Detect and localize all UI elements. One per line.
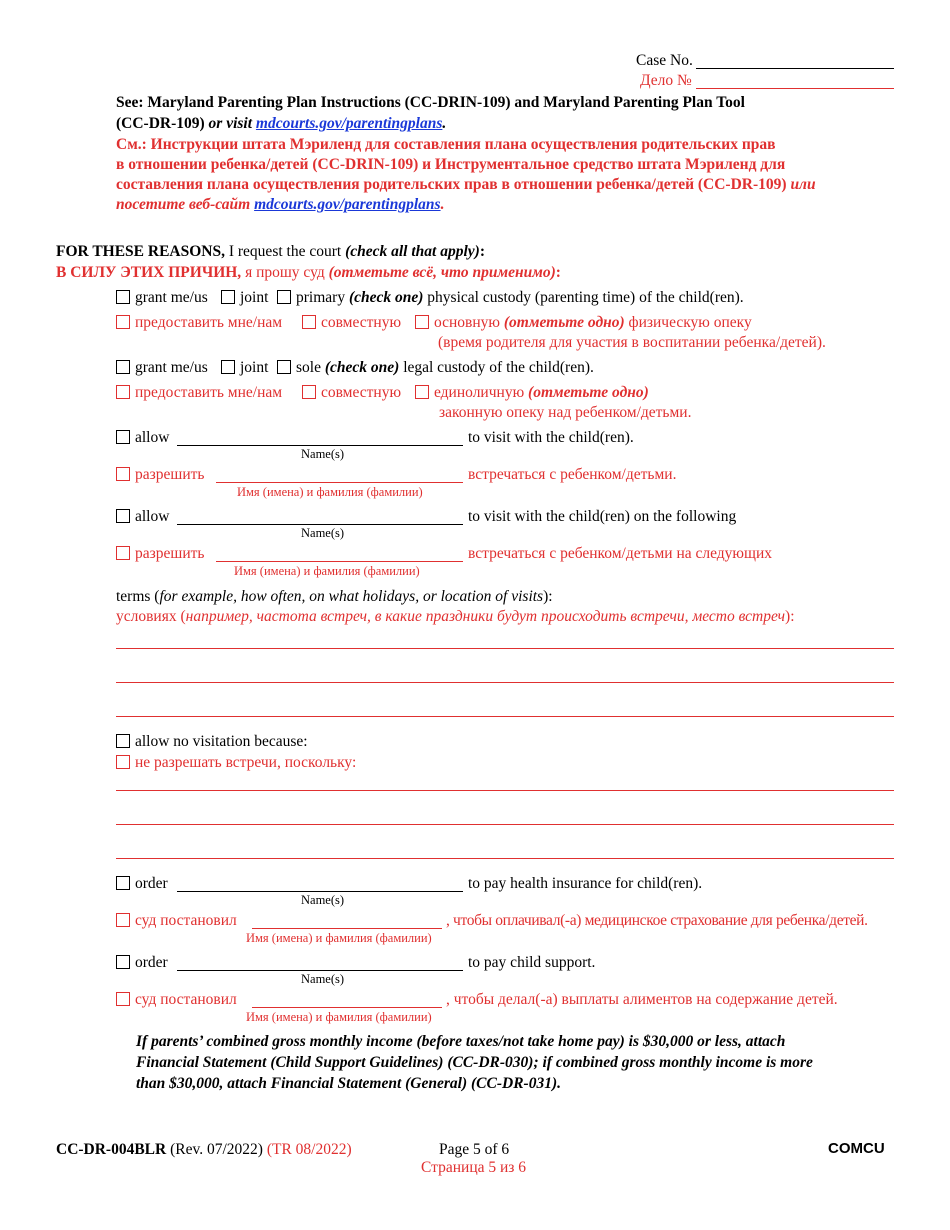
- terms-line-3[interactable]: [116, 716, 894, 717]
- case-number-field-ru[interactable]: [696, 88, 894, 89]
- support-name-field-ru[interactable]: [252, 1007, 442, 1008]
- insurance-order-label: order: [135, 875, 168, 892]
- visit2-allow-label-ru: разрешить: [135, 545, 205, 562]
- support-name-field[interactable]: [177, 970, 463, 971]
- support-name-caption: Name(s): [301, 972, 345, 986]
- visit2-name-field-ru[interactable]: [216, 561, 463, 562]
- physical-custody-text-ru-line2: (время родителя для участия в воспитании ребенка/детей).: [438, 334, 826, 351]
- case-number-field[interactable]: [696, 68, 894, 69]
- support-checkbox[interactable]: [116, 955, 130, 969]
- income-note-line3: than $30,000, attach Financial Statement (General) (CC-DR-031).: [136, 1075, 561, 1092]
- terms-label-ru: условиях (например, частота встреч, в какие праздники будут происходить встречи, место встреч):: [116, 608, 795, 625]
- physical-grant-checkbox[interactable]: [116, 290, 130, 304]
- no-visitation-line-3[interactable]: [116, 858, 894, 859]
- physical-primary-checkbox[interactable]: [277, 290, 291, 304]
- visit2-name-caption-ru: Имя (имена) и фамилия (фамилии): [234, 564, 420, 578]
- insurance-after-text: to pay health insurance for child(ren).: [468, 875, 703, 892]
- see-instructions-ru-line3: составления плана осуществления родительских прав в отношении ребенка/детей (CC-DR-109) или: [116, 176, 816, 193]
- insurance-name-caption: Name(s): [301, 893, 345, 907]
- visit2-name-field[interactable]: [177, 524, 463, 525]
- insurance-name-caption-ru: Имя (имена) и фамилия (фамилии): [246, 931, 432, 945]
- visit2-after-text: to visit with the child(ren) on the following: [468, 508, 737, 525]
- visit1-name-field[interactable]: [177, 445, 463, 446]
- support-order-label-ru: суд постановил: [135, 991, 237, 1008]
- reasons-heading: FOR THESE REASONS, I request the court (check all that apply):: [56, 243, 485, 260]
- visit1-name-caption: Name(s): [301, 447, 345, 461]
- legal-grant-checkbox-ru[interactable]: [116, 385, 130, 399]
- legal-joint-checkbox-ru[interactable]: [302, 385, 316, 399]
- terms-label: terms (for example, how often, on what holidays, or location of visits):: [116, 588, 553, 605]
- parentingplans-link-ru[interactable]: mdcourts.gov/parentingplans: [254, 196, 441, 213]
- visit1-allow-label-ru: разрешить: [135, 466, 205, 483]
- legal-grant-label-ru: предоставить мне/нам: [135, 384, 283, 401]
- legal-custody-text-ru: единоличную (отметьте одно): [434, 384, 649, 401]
- visit2-after-text-ru: встречаться с ребенком/детьми на следующих: [468, 545, 772, 562]
- physical-grant-label: grant me/us: [135, 289, 208, 306]
- visit1-name-caption-ru: Имя (имена) и фамилия (фамилии): [237, 485, 423, 499]
- parentingplans-link[interactable]: mdcourts.gov/parentingplans: [255, 115, 443, 132]
- visit1-allow-label: allow: [135, 429, 170, 446]
- support-after-text-ru: , чтобы делал(-а) выплаты алиментов на содержание детей.: [446, 991, 838, 1008]
- income-note-line1: If parents’ combined gross monthly income (before taxes/not take home pay) is $30,000 or less, attach: [136, 1033, 786, 1050]
- see-instructions-ru-line2: в отношении ребенка/детей (CC-DRIN-109) и Инструментальное средство штата Мэриленд для: [116, 156, 786, 173]
- form-code: COMCU: [828, 1140, 885, 1157]
- visit2-checkbox-ru[interactable]: [116, 546, 130, 560]
- visit2-allow-label: allow: [135, 508, 170, 525]
- terms-line-2[interactable]: [116, 682, 894, 683]
- insurance-name-field-ru[interactable]: [252, 928, 442, 929]
- form-id: CC-DR-004BLR (Rev. 07/2022) (TR 08/2022): [56, 1141, 352, 1158]
- legal-sole-checkbox-ru[interactable]: [415, 385, 429, 399]
- no-visitation-checkbox-ru[interactable]: [116, 755, 130, 769]
- insurance-order-label-ru: суд постановил: [135, 912, 237, 929]
- physical-grant-label-ru: предоставить мне/нам: [135, 314, 283, 331]
- insurance-checkbox-ru[interactable]: [116, 913, 130, 927]
- support-order-label: order: [135, 954, 168, 971]
- legal-custody-text-ru-line2: законную опеку над ребенком/детьми.: [439, 404, 692, 421]
- physical-joint-checkbox[interactable]: [221, 290, 235, 304]
- case-number-label-ru: Дело №: [640, 72, 692, 89]
- physical-custody-text-ru: основную (отметьте одно) физическую опеку: [434, 314, 752, 331]
- legal-joint-checkbox[interactable]: [221, 360, 235, 374]
- physical-joint-checkbox-ru[interactable]: [302, 315, 316, 329]
- support-name-caption-ru: Имя (имена) и фамилия (фамилии): [246, 1010, 432, 1024]
- insurance-checkbox[interactable]: [116, 876, 130, 890]
- support-checkbox-ru[interactable]: [116, 992, 130, 1006]
- case-number-label: Case No.: [636, 52, 693, 69]
- legal-joint-label-ru: совместную: [321, 384, 402, 401]
- legal-joint-label: joint: [240, 359, 269, 376]
- income-note-line2: Financial Statement (Child Support Guidelines) (CC-DR-030); if combined gross monthly income is more: [136, 1054, 813, 1071]
- physical-joint-label: joint: [240, 289, 269, 306]
- legal-sole-checkbox[interactable]: [277, 360, 291, 374]
- page-number-ru: Страница 5 из 6: [421, 1159, 527, 1176]
- legal-custody-text: sole (check one) legal custody of the child(ren).: [296, 359, 594, 376]
- physical-joint-label-ru: совместную: [321, 314, 402, 331]
- visit2-checkbox[interactable]: [116, 509, 130, 523]
- no-visitation-checkbox[interactable]: [116, 734, 130, 748]
- legal-grant-label: grant me/us: [135, 359, 208, 376]
- no-visitation-label-ru: не разрешать встречи, поскольку:: [135, 754, 357, 771]
- visit1-after-text: to visit with the child(ren).: [468, 429, 634, 446]
- physical-primary-checkbox-ru[interactable]: [415, 315, 429, 329]
- see-instructions-line1: See: Maryland Parenting Plan Instructions (CC-DRIN-109) and Maryland Parenting Plan Tool: [116, 94, 745, 111]
- see-instructions-ru-line1: См.: Инструкции штата Мэриленд для составления плана осуществления родительских прав: [116, 136, 776, 153]
- legal-grant-checkbox[interactable]: [116, 360, 130, 374]
- visit1-name-field-ru[interactable]: [216, 482, 463, 483]
- physical-grant-checkbox-ru[interactable]: [116, 315, 130, 329]
- no-visitation-line-2[interactable]: [116, 824, 894, 825]
- support-after-text: to pay child support.: [468, 954, 596, 971]
- visit1-checkbox[interactable]: [116, 430, 130, 444]
- insurance-after-text-ru: , чтобы оплачивал(-а) медицинское страхование для ребенка/детей.: [446, 912, 868, 929]
- no-visitation-label: allow no visitation because:: [135, 733, 308, 750]
- no-visitation-line-1[interactable]: [116, 790, 894, 791]
- visit1-checkbox-ru[interactable]: [116, 467, 130, 481]
- page-number: Page 5 of 6: [439, 1141, 510, 1158]
- visit1-after-text-ru: встречаться с ребенком/детьми.: [468, 466, 677, 483]
- reasons-heading-ru: В СИЛУ ЭТИХ ПРИЧИН, я прошу суд (отметьте всё, что применимо):: [56, 264, 561, 281]
- terms-line-1[interactable]: [116, 648, 894, 649]
- physical-custody-text: primary (check one) physical custody (parenting time) of the child(ren).: [296, 289, 744, 306]
- insurance-name-field[interactable]: [177, 891, 463, 892]
- see-instructions-line2: (CC-DR-109) or visit mdcourts.gov/parentingplans.: [116, 115, 447, 132]
- visit2-name-caption: Name(s): [301, 526, 345, 540]
- see-instructions-ru-line4: посетите веб-сайт mdcourts.gov/parentingplans.: [116, 196, 445, 213]
